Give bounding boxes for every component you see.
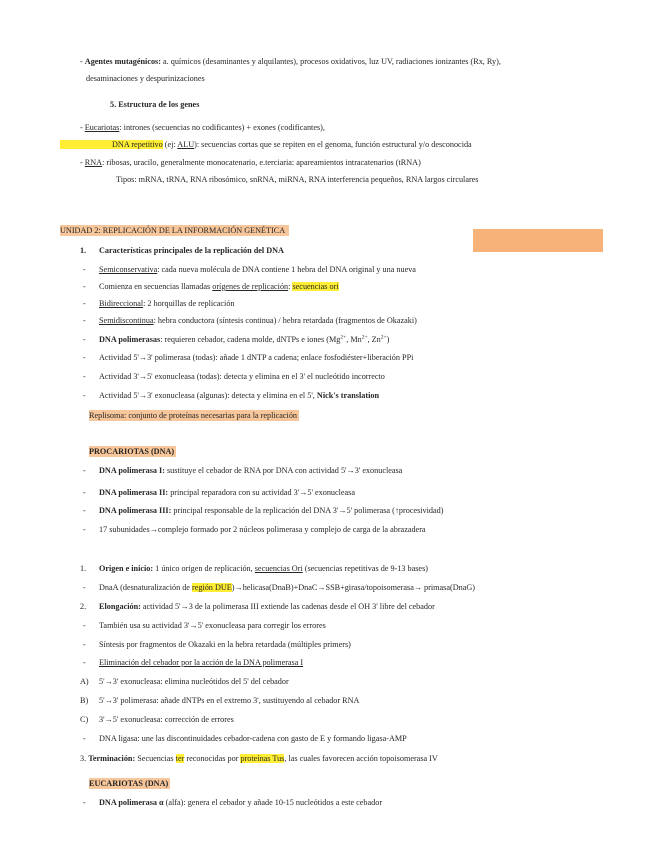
elongation-text: actividad 5'→3 de la polimerasa III extiende las cadenas desde el OH 3' libre del cebador (140, 602, 435, 611)
mn-text: , Mn (346, 335, 362, 344)
pol-alpha-line (99, 797, 382, 808)
dash-marker: - (80, 57, 83, 66)
pol2-label: DNA polimerasa II: (99, 488, 169, 497)
pol1-label: DNA polimerasa I: (99, 466, 165, 475)
dna-polymerases-label: DNA polimerasas (99, 335, 161, 344)
dnaa-post: )→helicasa(DnaB)+DnaC→SSB+girasa/topoisomerasa→ primasa(DnaG) (231, 583, 475, 592)
eukaryotes-line (80, 122, 325, 133)
semiconservative-text: : cada nueva molécula de DNA contiene 1 hebra del DNA original y una nueva (157, 265, 416, 274)
mg-charge: 2+ (340, 334, 347, 341)
replisome-line: Replisoma: conjunto de proteínas necesarias para la replicación (89, 411, 298, 420)
ori-sequences: secuencias Ori (254, 564, 303, 573)
prokaryotes-title: PROCARIOTAS (DNA) (89, 447, 175, 456)
dash-marker: - (83, 734, 86, 743)
dna-repetitive-mid: (ej: (162, 140, 178, 149)
origin-number: 1. (80, 564, 87, 573)
pol3-line (99, 505, 443, 516)
dna-repetitive-label: DNA repetitivo (60, 140, 163, 149)
dna-repetitive-line (60, 139, 472, 150)
item-a-line: 5'→3' exonucleasa: elimina nucleótidos del 5' del cebador (99, 677, 289, 686)
also-line: También usa su actividad 3'→5' exonucleasa para corregir los errores (99, 621, 326, 630)
dash-marker: - (83, 488, 86, 497)
mutagen-line-2: desaminaciones y despurinizaciones (86, 74, 205, 83)
mutagen-label: Agentes mutagénicos: (84, 57, 161, 66)
item1-title: Características principales de la replicación del DNA (99, 246, 284, 255)
origins-line (99, 281, 339, 292)
dash-marker: - (83, 372, 86, 381)
list-marker-c: C) (80, 715, 89, 724)
dash-marker: - (83, 658, 86, 667)
dash-marker: - (83, 506, 86, 515)
dash-marker: - (83, 466, 86, 475)
origin-label: Origen e inicio: (99, 564, 154, 573)
elongation-label: Elongación: (99, 602, 141, 611)
dash-marker: - (83, 335, 86, 344)
dash-marker: - (83, 299, 86, 308)
ligase-line: DNA ligasa: une las discontinuidades cebador-cadena con gasto de E y formando ligasa-AMP (99, 734, 407, 743)
dash-marker: - (83, 282, 86, 291)
bidirectional-label: Bidireccional (99, 299, 144, 308)
origins-colon: : (288, 282, 293, 291)
dash-marker: - (83, 640, 86, 649)
semidiscontinuous-label: Semidiscontinua (99, 316, 154, 325)
dna-polymerases-line (99, 334, 389, 345)
nick-translation: Nick's translation (316, 391, 380, 400)
pol3-label: DNA polimerasa III: (99, 506, 172, 515)
mn-charge: 2+ (361, 334, 368, 341)
mutagen-line (80, 56, 501, 67)
termination-line (80, 753, 438, 764)
dash-marker: - (83, 316, 86, 325)
activity-3-line (99, 390, 379, 401)
unit2-title: UNIDAD 2: REPLICACIÓN DE LA INFORMACIÓN GENÉTICA (60, 225, 289, 236)
termination-post: , las cuales favorecen acción topoisomerasa IV (284, 754, 438, 763)
pol2-line (99, 487, 355, 498)
subunits-line: 17 subunidades→complejo formado por 2 núcleos polimerasa y complejo de carga de la abrazadera (99, 525, 426, 534)
rna-text: : ribosas, uracilo, generalmente monocatenario, e.terciaria: apareamientos intracatenarios (tRNA) (102, 158, 421, 167)
bidirectional-text: : 2 horquillas de replicación (143, 299, 235, 308)
pol1-text: sustituye el cebador de RNA por DNA con actividad 5'→3' exonucleasa (164, 466, 403, 475)
rna-label: RNA (84, 158, 103, 167)
bidirectional-line (99, 298, 235, 309)
pol-alpha-label: DNA polimerasa α (99, 798, 164, 807)
rna-types-line: Tipos: mRNA, tRNA, RNA ribosómico, snRNA, miRNA, RNA interferencia pequeños, RNA largos circulares (116, 175, 479, 184)
termination-pre: Secuencias (135, 754, 176, 763)
alu-term: ALU (177, 140, 195, 149)
due-region: región DUE (191, 583, 232, 592)
semiconservative-label: Semiconservativa (99, 265, 158, 274)
activity-1-line: Actividad 5'→3' polimerasa (todas): añade 1 dNTP a cadena; enlace fosfodiéster+liberación PPi (99, 353, 414, 362)
list-marker-b: B) (80, 696, 89, 705)
euk-label: Eucariotas (84, 123, 120, 132)
dash-marker: - (83, 583, 86, 592)
rna-line (80, 157, 421, 168)
dash-marker: - (80, 123, 83, 132)
dash-marker: - (83, 391, 86, 400)
origins-term: orígenes de replicación (212, 282, 289, 291)
euk-text: : intrones (secuencias no codificantes) + exones (codificantes), (119, 123, 325, 132)
zn-text: , Zn (367, 335, 381, 344)
dash-marker: - (83, 525, 86, 534)
pol-alpha-text: (alfa): genera el cebador y añade 10-15 nucleótidos a este cebador (163, 798, 383, 807)
okazaki-line: Síntesis por fragmentos de Okazaki en la hebra retardada (múltiples primers) (99, 640, 351, 649)
dash-marker: - (83, 265, 86, 274)
close-paren: ) (386, 335, 390, 344)
item1-number: 1. (80, 246, 87, 255)
dnaa-line (99, 582, 475, 593)
termination-label: Terminación: (88, 754, 136, 763)
mutagen-text: a. químicos (desaminantes y alquilantes), procesos oxidativos, luz UV, radiaciones ionizantes (Rx, Ry), (160, 57, 501, 66)
dnaa-pre: DnaA (desnaturalización de (99, 583, 192, 592)
ter-highlight: ter (175, 754, 185, 763)
ori-highlight: secuencias ori (292, 282, 339, 291)
dash-marker: - (83, 353, 86, 362)
dna-polymerases-text: : requieren cebador, cadena molde, dNTPs e iones (Mg (160, 335, 341, 344)
pol1-line (99, 465, 402, 476)
termination-mid: reconocidas por (184, 754, 241, 763)
origins-pre: Comienza en secuencias llamadas (99, 282, 213, 291)
elongation-number: 2. (80, 602, 87, 611)
pol3-text: principal responsable de la replicación del DNA 3'→5' polimerasa (↑procesividad) (171, 506, 444, 515)
origin-line (99, 563, 428, 574)
dash-marker: - (80, 158, 83, 167)
dash-marker: - (83, 621, 86, 630)
semidiscontinuous-line (99, 315, 417, 326)
origin-text: 1 único origen de replicación, (153, 564, 255, 573)
item-b-line: 5'→3' polimerasa: añade dNTPs en el extremo 3', sustituyendo al cebador RNA (99, 696, 360, 705)
zn-charge: 2+ (380, 334, 387, 341)
tus-highlight: proteínas Tus (240, 754, 285, 763)
eukaryotes-title: EUCARIOTAS (DNA) (89, 779, 169, 788)
termination-number: 3. (80, 754, 87, 763)
origin-tail: (secuencias repetitivas de 9-13 bases) (302, 564, 428, 573)
section5-title: 5. Estructura de los genes (110, 100, 200, 109)
pol2-text: principal reparadora con su actividad 3'→5' exonucleasa (168, 488, 356, 497)
dna-repetitive-text: ): secuencias cortas que se repiten en el genoma, función estructural y/o desconocida (194, 140, 472, 149)
list-marker-a: A) (80, 677, 89, 686)
dash-marker: - (83, 798, 86, 807)
activity-3-text: Actividad 5'→3' exonucleasa (algunas): detecta y elimina en el 5', (99, 391, 317, 400)
semiconservative-line (99, 264, 416, 275)
orange-box (473, 229, 603, 252)
semidiscontinuous-text: : hebra conductora (síntesis continua) / hebra retardada (fragmentos de Okazaki) (153, 316, 417, 325)
item-c-line: 3'→5' exonucleasa: corrección de errores (99, 715, 234, 724)
primer-removal-line: Eliminación del cebador por la acción de la DNA polimerasa I (99, 658, 304, 667)
elongation-line (99, 601, 435, 612)
activity-2-line: Actividad 3'→5' exonucleasa (todas): detecta y elimina en el 3' el nucleótido incorrecto (99, 372, 385, 381)
